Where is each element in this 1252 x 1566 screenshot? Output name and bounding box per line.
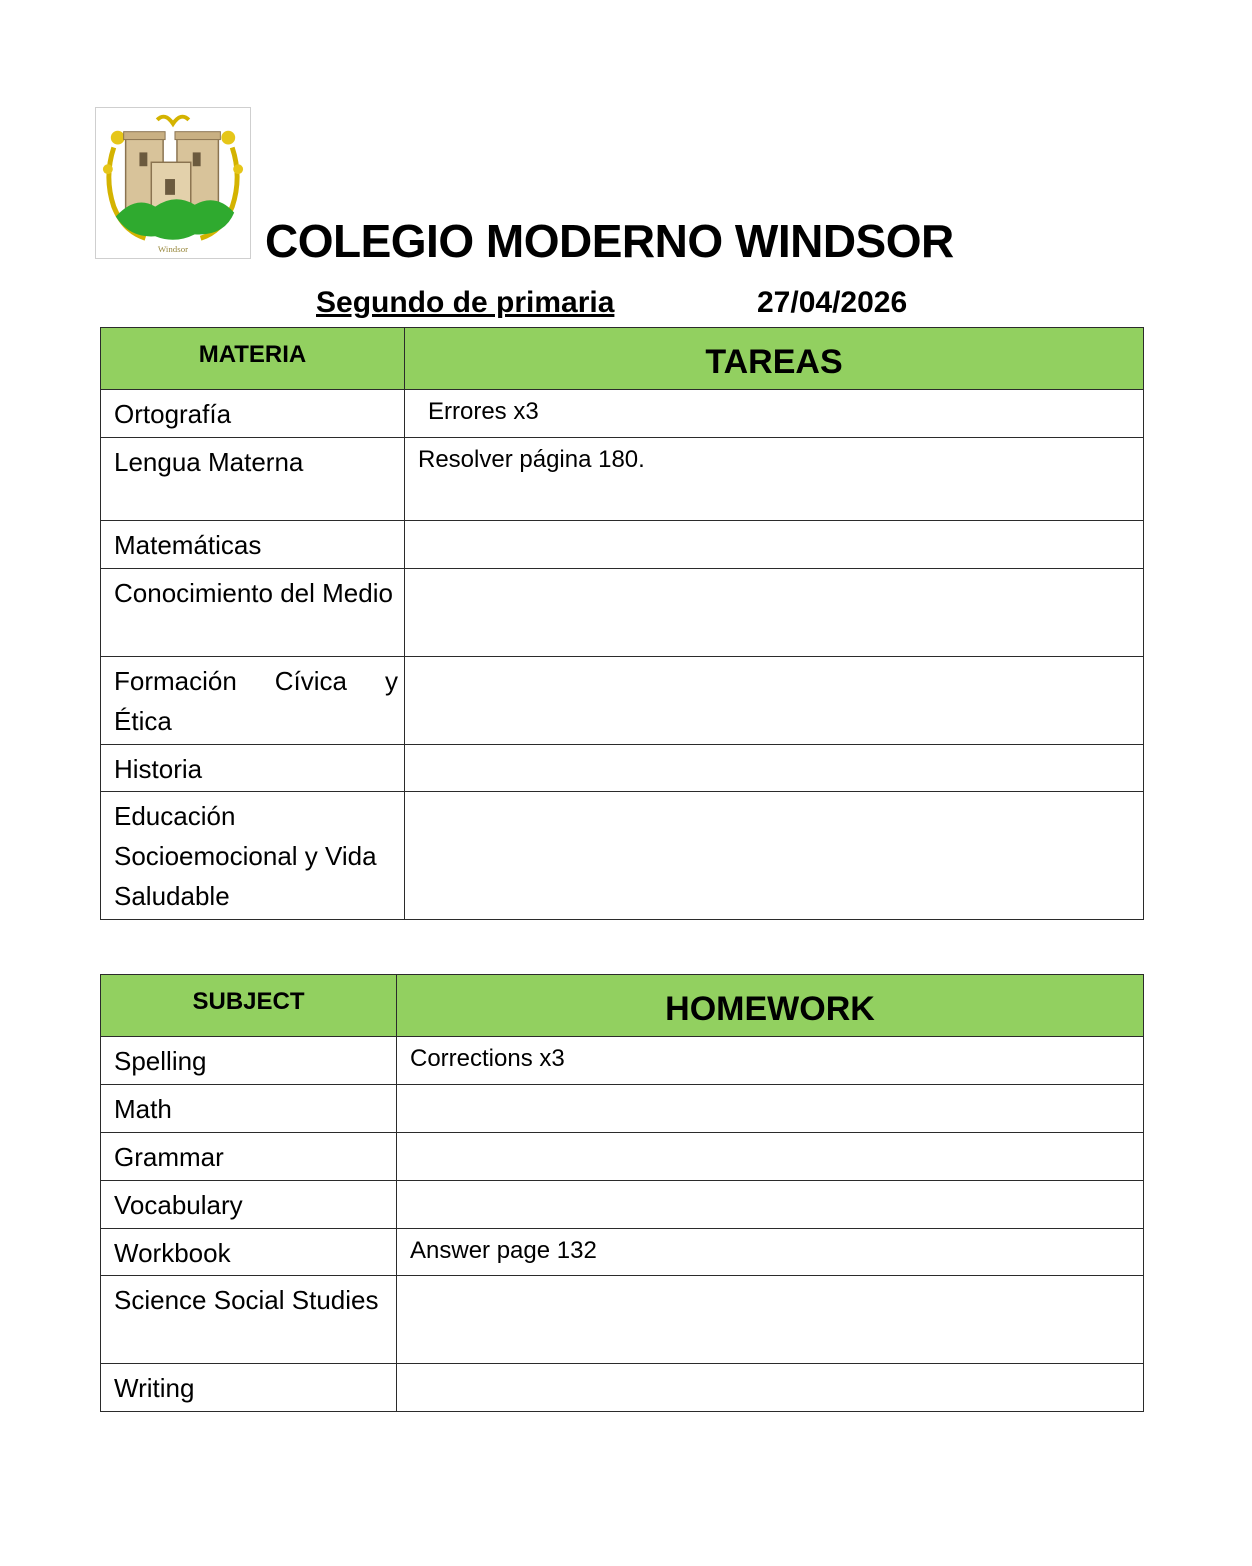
table-row	[101, 1181, 1144, 1229]
table-row	[101, 1037, 1144, 1085]
subject-cell: Lengua Materna	[101, 438, 405, 521]
subject-cell: Conocimiento del Medio	[101, 569, 405, 657]
homework-header: HOMEWORK	[397, 975, 1144, 1037]
subject-word: Cívica	[274, 666, 348, 696]
table-row	[101, 1276, 1144, 1364]
task-cell	[397, 1085, 1144, 1133]
subject-cell	[101, 657, 405, 745]
subject-header: SUBJECT	[101, 975, 397, 1037]
grade-label: Segundo de primaria	[316, 286, 615, 319]
homework-table	[100, 974, 1144, 1412]
tareas-table	[100, 327, 1144, 920]
task-cell	[397, 1181, 1144, 1229]
subject-cell: Workbook	[101, 1229, 397, 1276]
subject-cell: Vocabulary	[101, 1181, 397, 1229]
homework-header-row	[101, 975, 1144, 1037]
svg-text:Windsor: Windsor	[157, 244, 189, 255]
task-cell	[405, 745, 1144, 792]
subject-cell: Educación Socioemocional y Vida Saludable	[101, 792, 405, 920]
task-cell	[405, 792, 1144, 920]
subject-line-1	[114, 661, 398, 701]
table-row	[101, 745, 1144, 792]
subject-line-2: Ética	[114, 706, 172, 736]
subject-cell: Matemáticas	[101, 521, 405, 569]
task-cell	[405, 521, 1144, 569]
subject-cell: Historia	[101, 745, 405, 792]
school-logo	[95, 107, 251, 259]
subject-word: Formación	[114, 666, 237, 696]
date-label: 27/04/2026	[757, 286, 908, 319]
subject-cell: Math	[101, 1085, 397, 1133]
materia-header: MATERIA	[101, 328, 405, 390]
table-row	[101, 521, 1144, 569]
tareas-header-row	[101, 328, 1144, 390]
task-cell	[397, 1364, 1144, 1412]
table-row	[101, 1229, 1144, 1276]
table-row	[101, 390, 1144, 438]
task-cell	[397, 1276, 1144, 1364]
subject-word: y	[384, 666, 398, 696]
table-row	[101, 1085, 1144, 1133]
task-cell: Errores x3	[405, 390, 1144, 438]
task-cell: Answer page 132	[397, 1229, 1144, 1276]
subject-cell: Ortografía	[101, 390, 405, 438]
task-cell: Resolver página 180.	[405, 438, 1144, 521]
task-cell: Corrections x3	[397, 1037, 1144, 1085]
table-row	[101, 1133, 1144, 1181]
subject-cell: Grammar	[101, 1133, 397, 1181]
table-row	[101, 792, 1144, 920]
task-cell	[405, 657, 1144, 745]
table-row	[101, 657, 1144, 745]
tareas-header: TAREAS	[405, 328, 1144, 390]
subject-cell: Science Social Studies	[101, 1276, 397, 1364]
task-cell	[397, 1133, 1144, 1181]
table-row	[101, 569, 1144, 657]
table-row	[101, 438, 1144, 521]
task-cell	[405, 569, 1144, 657]
school-title: COLEGIO MODERNO WINDSOR	[265, 215, 954, 267]
subject-cell: Writing	[101, 1364, 397, 1412]
subject-cell: Spelling	[101, 1037, 397, 1085]
table-row	[101, 1364, 1144, 1412]
